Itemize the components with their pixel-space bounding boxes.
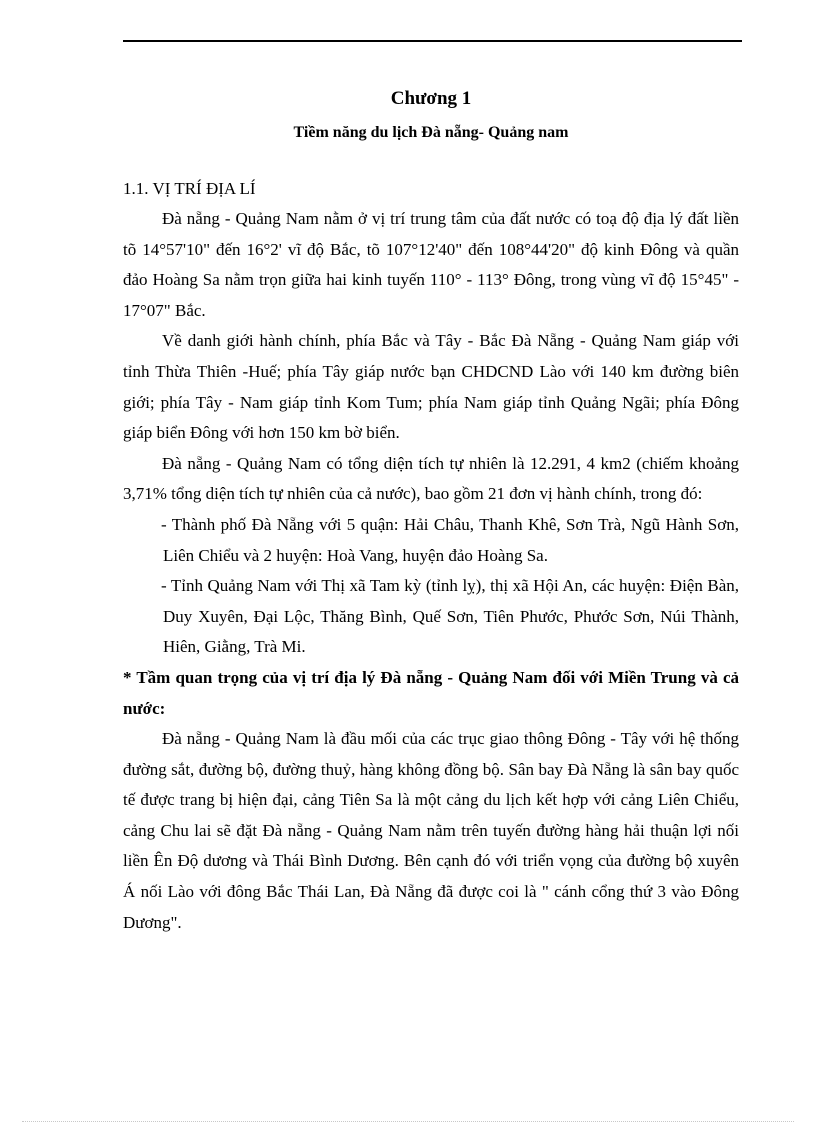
list-item-quang-nam: - Tỉnh Quảng Nam với Thị xã Tam kỳ (tỉnh lỵ), thị xã Hội An, các huyện: Điện Bàn, Duy Xuyên, Đại Lộc, Thăng Bình, Quế Sơn, Tiên Phước, Phước Sơn, Núi Thành, Hiên, Giằng, Trà Mi. bbox=[161, 576, 739, 657]
chapter-subtitle: Tiềm năng du lịch Đà nẵng- Quảng nam bbox=[293, 124, 569, 141]
chapter-title: Chương 1 bbox=[390, 88, 472, 109]
paragraph-location: Đà nẵng - Quảng Nam nằm ở vị trí trung tâm của đất nước có toạ độ địa lý đất liền tõ 14°57'10" đến 16°2' vĩ độ Bắc, tõ 107°12'40" đến 108°44'20" độ kinh Đông và quần đảo Hoàng Sa nằm trọn giữa hai kinh tuyến 110° - 113° Đông, trong vùng vĩ độ 15°45" - 17°07" Bắc. bbox=[123, 209, 739, 320]
paragraph-area: Đà nẵng - Quảng Nam có tổng diện tích tự nhiên là 12.291, 4 km2 (chiếm khoảng 3,71% tổng diện tích tự nhiên của cả nước), bao gồm 21 đơn vị hành chính, trong đó: bbox=[123, 453, 739, 504]
emphasis-heading: * Tầm quan trọng của vị trí địa lý Đà nẵng - Quảng Nam đối với Miền Trung và cả nước: bbox=[123, 667, 739, 718]
paragraph-importance: Đà nẵng - Quảng Nam là đầu mối của các trục giao thông Đông - Tây với hệ thống đường sắt, đường bộ, đường thuỷ, hàng không đồng bộ. Sân bay Đà Nẵng là sân bay quốc tế được trang bị hiện đại, cảng Tiên Sa là một cảng du lịch kết hợp với cảng Liên Chiểu, cảng Chu lai sẽ đặt Đà nẵng - Quảng Nam nằm trên tuyến đường hàng hải thuận lợi nối liền Ên Độ dương và Thái Bình Dương. Bên cạnh đó với triển vọng của đường bộ xuyên Á nối Lào với đông Bắc Thái Lan, Đà Nẵng đã được coi là " cánh cổng thứ 3 vào Đông Dương". bbox=[123, 729, 739, 932]
list-item-da-nang: - Thành phố Đà Nẵng với 5 quận: Hải Châu, Thanh Khê, Sơn Trà, Ngũ Hành Sơn, Liên Chiểu và 2 huyện: Hoà Vang, huyện đảo Hoàng Sa. bbox=[161, 514, 739, 565]
header-rule bbox=[123, 40, 742, 42]
footer-dotted-rule bbox=[22, 1121, 794, 1122]
section-heading: 1.1. VỊ TRÍ ĐỊA LÍ bbox=[123, 179, 256, 198]
paragraph-boundaries: Về danh giới hành chính, phía Bắc và Tây - Bắc Đà Nẵng - Quảng Nam giáp với tỉnh Thừa Thiên -Huế; phía Tây giáp nước bạn CHDCND Lào với 140 km đường biên giới; phía Tây - Nam giáp tỉnh Kom Tum; phía Nam giáp tỉnh Quảng Ngãi; phía Đông giáp biển Đông với hơn 150 km bờ biển. bbox=[123, 331, 739, 443]
document-page bbox=[123, 80, 739, 938]
